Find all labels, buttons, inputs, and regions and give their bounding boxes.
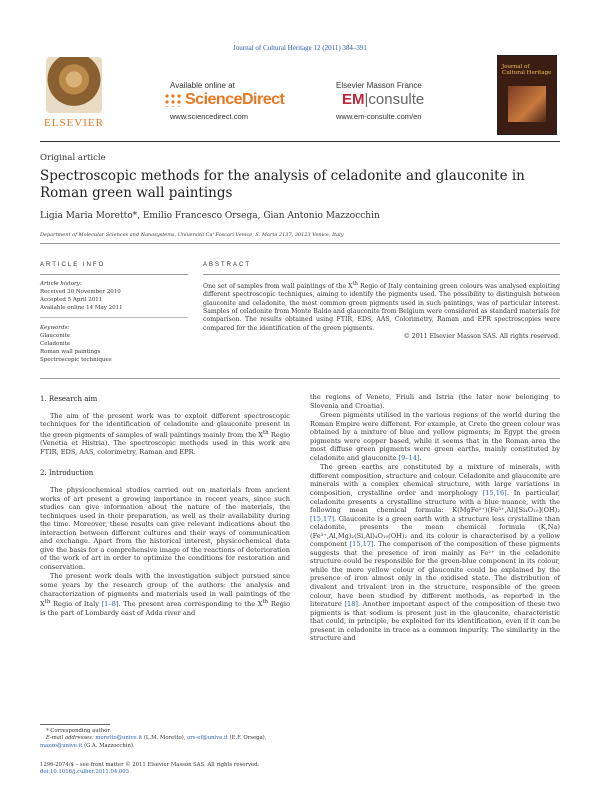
- paragraph: [40, 572, 290, 617]
- abstract-superscript: th: [352, 281, 358, 287]
- keyword: Glauconite: [40, 333, 71, 339]
- keyword: Spectroscopic techniques: [40, 357, 112, 363]
- section-gap: [40, 457, 290, 467]
- section-heading-introduction: 2. Introduction: [40, 469, 94, 478]
- abstract-heading: ABSTRACT: [203, 262, 252, 268]
- paragraph-text: Regio of Italy: [50, 600, 102, 609]
- doi-link[interactable]: doi:10.1016/j.culher.2011.04.003: [40, 769, 130, 776]
- sciencedirect-logo[interactable]: [164, 91, 284, 109]
- superscript: th: [44, 599, 51, 606]
- sciencedirect-logo-text: ScienceDirect: [185, 91, 285, 108]
- publisher-banner: [40, 55, 560, 135]
- em-publisher-name: Elsevier Masson France: [336, 81, 422, 90]
- abstract-text-part: One set of samples from wall paintings of the X: [203, 283, 353, 291]
- em-logo-em: EM: [342, 91, 365, 108]
- paragraph-text: . Glauconite is a green earth with a structure less crystalline than celadonite, presents the mean chemical formula (K,Na)(Fe³⁺,Al,Mg)₂(Si,Al)₄O₁₀(OH)₂ and its colour is characterised by a yellow component: [310, 514, 560, 549]
- elsevier-tree-icon: [46, 57, 102, 113]
- history-keywords-divider: [40, 317, 188, 318]
- keywords-label: Keywords:: [40, 325, 70, 331]
- article-history: [40, 280, 188, 312]
- author-list: Ligia Maria Moretto*, Emilio Francesco Orsega, Gian Antonio Mazzocchin: [40, 211, 380, 221]
- paragraph-text: Regio is the part of Lombardy east of Adda river and: [40, 600, 290, 617]
- issn-doi: [40, 762, 340, 777]
- paragraph-text: . The comparison of the composition of these pigments suggests that the presence of iron mainly as Fe²⁺ in the celadonite structure could be responsible for the green-blue component in its colour, while the more yellow colour of glauconite could be explained by the presence of iron almost only in the oxidised state. The distribution of divalent and trivalent iron in the structure, responsible of the green colour, have been studied by different methods, as reported in the literature: [310, 540, 560, 609]
- article-info-rule: [40, 274, 188, 275]
- paragraph-text: . The present area corresponding to the X: [118, 600, 263, 609]
- body-column-right: [310, 393, 560, 644]
- email-owner: (E.F. Orsega),: [227, 735, 267, 742]
- paragraph-text: Green pigments utilised in the various regions of the world during the Roman Empire were different. For example, at Crete the green colour was obtained by a mixture of blue and yellow pigments; in Egypt the green pigments were copper based, while it seems that in the Roman area the most diffuse green pigments were green earths, mainly constituted by celadonite and glauconite: [310, 411, 560, 462]
- received-date: Received 30 November 2010: [40, 289, 121, 295]
- paragraph-text: .: [419, 453, 422, 462]
- paragraph: [310, 411, 560, 462]
- affiliation: Department of Molecular Sciences and Nanosystems, Università Ca' Foscari Venice, S. Marta 2137, 30123 Venice, Italy: [40, 232, 344, 238]
- paragraph-text: The present work deals with the investigation subject pursued since some years by the research group of the authors: the analysis and characterization of pigments and materials used in wall paintings of the X: [40, 572, 290, 609]
- em-logo-rest: |consulte: [364, 91, 425, 108]
- elsevier-wordmark: ELSEVIER: [44, 117, 104, 129]
- sciencedirect-dots-icon: [164, 93, 182, 107]
- paragraph: The physicochemical studies carried out on materials from ancient works of art present a growing importance in recent years, since such studies can give information about the nature of the materials, the techniques used in their preparation, as well as their availability during the time. Moreover, these results can give relevant indications about the interaction between different cultures and their ways of communication and exchange. Apart from the historical interest, physicochemical data give the basis for a comprehensive image of the reactions of deterioration of the work of art in order to optimize the conditions for restoration and conservation.: [40, 486, 290, 571]
- issn-line: 1296-2074/$ – see front matter © 2011 Elsevier Masson SAS. All rights reserved.: [40, 762, 260, 768]
- corresponding-author-note: * Corresponding author.: [46, 728, 111, 734]
- keyword: Celadonite: [40, 341, 71, 347]
- header-divider: [40, 141, 560, 142]
- email-owner: (G.A. Mazzocchin).: [82, 742, 135, 749]
- paragraph-text: . Another important aspect of the composition of these two pigments is that sodium is present just in the glauconite, characteristic that could, in principle, be exploited for its identification, even if it can be present in celadonite in trace as a common impurity. The similarity in the structure and: [310, 600, 560, 643]
- paragraph-text: The aim of the present work was to exploit different spectroscopic techniques for the identification of celadonite and glauconite present in the green pigments of samples of wall paintings mainly from the X: [40, 411, 290, 439]
- email-owner: (L.M. Moretto),: [142, 735, 188, 742]
- paragraph-text: The green earths are constituted by a mixture of minerals, with different composition, structure and colour. Celadonite and glauconite are minerals with a complex chemical structure, with large variations in composition, crystalline order and morphology: [310, 463, 560, 498]
- online-date: Available online 14 May 2011: [40, 305, 123, 311]
- corresponding-author-text: Corresponding author.: [50, 728, 111, 734]
- sciencedirect-url[interactable]: www.sciencedirect.com: [170, 112, 248, 121]
- paragraph-text: Regio (Venetia et Histria). The spectroscopic methods used in this work are FTIR, EDS, AAS, colorimetry, Raman and EPR.: [40, 430, 291, 456]
- journal-reference[interactable]: Journal of Cultural Heritage 12 (2011) 384–391: [233, 44, 367, 52]
- body-column-left: [40, 393, 290, 618]
- paragraph: the regions of Veneto, Friuli and Istria (the later now belonging to Slovenia and Croatia).: [310, 393, 560, 410]
- paragraph: [40, 412, 290, 457]
- superscript: th: [262, 599, 269, 606]
- article-title: Spectroscopic methods for the analysis of celadonite and glauconite in Roman green wall paintings: [40, 168, 525, 201]
- elsevier-logo[interactable]: [40, 57, 108, 133]
- journal-cover-thumbnail[interactable]: [497, 55, 557, 135]
- article-info-heading: ARTICLE INFO: [40, 262, 106, 268]
- email-addresses: [40, 735, 290, 742]
- accepted-date: Accepted 5 April 2011: [40, 297, 103, 303]
- keywords-block: [40, 324, 188, 364]
- abstract-text-part: Regio of Italy containing green colours was analysed exploiting different spectroscopic techniques, aiming to identify the pigments used. The possibility to distinguish between glauconite and celadonite, the most common green pigments used in such paintings, was of particular interest. Samples of celadonite from Monte Baldo and glauconite from Belgium were considered as standard materials for comparison. The results obtained using FTIR, EDS, AAS, Colorimetry, Raman and EPR spectroscopies were compared for the identification of the green pigments.: [203, 283, 560, 332]
- citation-link[interactable]: [1–8]: [101, 600, 119, 609]
- email-link[interactable]: moretto@unive.it: [95, 735, 143, 742]
- em-consulte-logo[interactable]: [342, 91, 424, 108]
- citation-link[interactable]: [15,17]: [310, 514, 335, 523]
- front-matter-divider: [40, 243, 560, 244]
- cover-image: [508, 86, 546, 122]
- section-heading-research-aim: 1. Research aim: [40, 395, 98, 403]
- em-consulte-block: [336, 81, 496, 121]
- citation-link[interactable]: [9–14]: [398, 453, 420, 462]
- paragraph: [310, 463, 560, 642]
- paragraph-text: . In particular, celadonite presents a crystalline structure with a blue nuance, with the following mean chemical formula: K(MgFe²⁺)(Fe³⁺,Al)[Si₄O₁₀](OH)₂: [310, 489, 560, 515]
- email-label: E-mail addresses:: [46, 735, 94, 742]
- superscript: th: [262, 429, 269, 436]
- abstract-text: [203, 280, 560, 341]
- footnotes: [40, 728, 290, 750]
- cover-title: Journal of Cultural Heritage: [502, 64, 552, 77]
- email-link[interactable]: mazzo@unive.it: [40, 742, 83, 749]
- email-link[interactable]: ors-ef@unive.it: [187, 735, 228, 742]
- citation-link[interactable]: [15,16]: [482, 489, 507, 498]
- abstract-rule: [203, 274, 560, 275]
- abstract-copyright: © 2011 Elsevier Masson SAS. All rights reserved.: [403, 332, 560, 340]
- footnote-divider: [40, 724, 110, 725]
- keyword: Roman wall paintings: [40, 349, 101, 355]
- citation-link[interactable]: [15,17]: [349, 540, 374, 549]
- email-addresses-cont: [40, 743, 290, 750]
- history-label: Article history:: [40, 281, 82, 287]
- citation-link[interactable]: [18]: [344, 600, 358, 609]
- abstract-divider: [40, 378, 560, 379]
- article-type: Original article: [40, 153, 106, 163]
- sciencedirect-block: [170, 81, 320, 121]
- sd-available-label: Available online at: [170, 81, 235, 90]
- em-consulte-url[interactable]: www.em-consulte.com/en: [336, 112, 422, 121]
